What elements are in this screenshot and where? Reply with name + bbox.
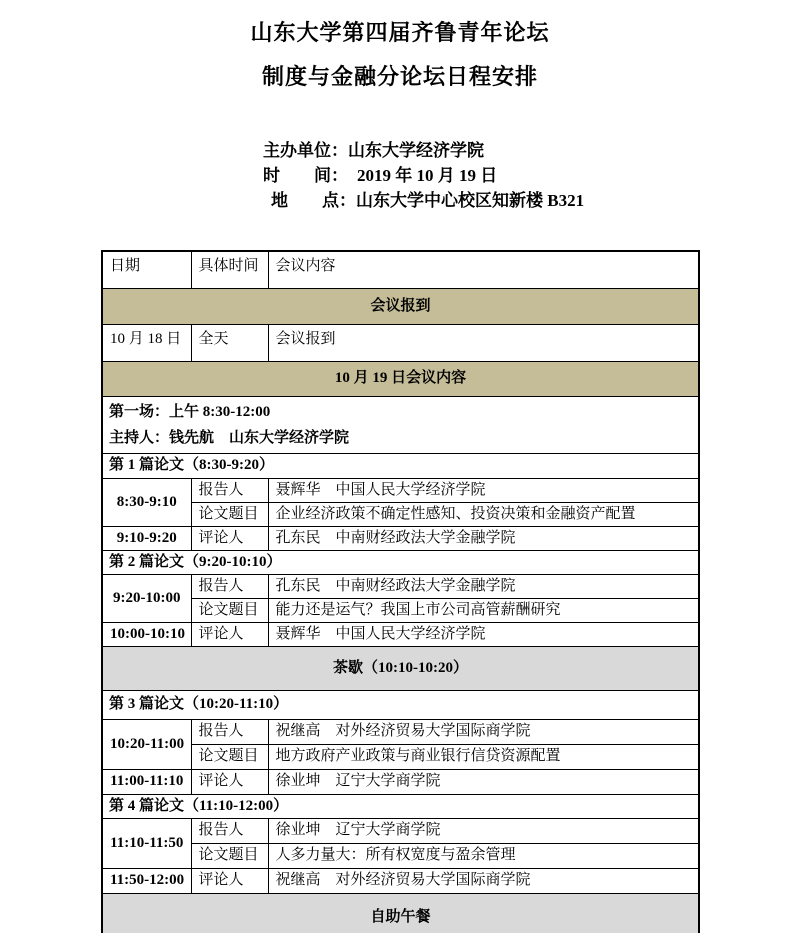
paper3-discussant-label: 评论人 xyxy=(191,769,268,794)
lunch-row xyxy=(102,893,699,933)
time-line xyxy=(263,163,800,188)
col-header-content: 会议内容 xyxy=(268,251,699,288)
tea-break-label: 茶歇（10:10-10:20） xyxy=(102,646,699,690)
paper4-presenter: 徐业坤 辽宁大学商学院 xyxy=(268,818,699,843)
checkin-band-label: 会议报到 xyxy=(102,288,699,324)
paper1-header: 第 1 篇论文（8:30-9:20） xyxy=(102,453,699,478)
paper4-present-time: 11:10-11:50 xyxy=(102,818,191,868)
checkin-band-row xyxy=(102,288,699,324)
session-row xyxy=(102,396,699,453)
paper4-discussant: 祝继高 对外经济贸易大学国际商学院 xyxy=(268,868,699,893)
paper1-title: 企业经济政策不确定性感知、投资决策和金融资产配置 xyxy=(268,502,699,526)
paper3-title: 地方政府产业政策与商业银行信贷资源配置 xyxy=(268,744,699,769)
paper2-header: 第 2 篇论文（9:20-10:10） xyxy=(102,550,699,574)
paper4-discuss-time: 11:50-12:00 xyxy=(102,868,191,893)
paper4-presenter-row xyxy=(102,818,699,843)
paper2-presenter: 孔东民 中南财经政法大学金融学院 xyxy=(268,574,699,598)
day-band-label: 10 月 19 日会议内容 xyxy=(102,361,699,396)
paper4-title-row xyxy=(102,843,699,868)
paper1-discuss-time: 9:10-9:20 xyxy=(102,526,191,550)
paper2-title-label: 论文题目 xyxy=(191,598,268,622)
paper1-header-row xyxy=(102,453,699,478)
paper3-title-row xyxy=(102,744,699,769)
paper3-presenter: 祝继高 对外经济贸易大学国际商学院 xyxy=(268,719,699,744)
col-header-date: 日期 xyxy=(102,251,191,288)
paper3-title-label: 论文题目 xyxy=(191,744,268,769)
paper3-present-time: 10:20-11:00 xyxy=(102,719,191,769)
paper2-present-time: 9:20-10:00 xyxy=(102,574,191,622)
checkin-content: 会议报到 xyxy=(268,324,699,361)
paper2-discussant-label: 评论人 xyxy=(191,622,268,646)
paper1-title-row xyxy=(102,502,699,526)
paper1-discussant: 孔东民 中南财经政法大学金融学院 xyxy=(268,526,699,550)
paper1-present-time: 8:30-9:10 xyxy=(102,478,191,526)
page-title: 山东大学第四届齐鲁青年论坛 xyxy=(250,20,550,45)
paper2-presenter-row xyxy=(102,574,699,598)
tea-break-row xyxy=(102,646,699,690)
schedule-table-container xyxy=(101,250,700,933)
day-band-row xyxy=(102,361,699,396)
paper2-discussant: 聂辉华 中国人民大学经济学院 xyxy=(268,622,699,646)
meta-info xyxy=(263,138,800,213)
page-subtitle: 制度与金融分论坛日程安排 xyxy=(261,64,538,89)
organizer-label: 主办单位： xyxy=(263,141,348,160)
paper1-discussant-label: 评论人 xyxy=(191,526,268,550)
table-header-row xyxy=(102,251,699,288)
paper2-title-row xyxy=(102,598,699,622)
checkin-detail-row xyxy=(102,324,699,361)
paper3-header: 第 3 篇论文（10:20-11:10） xyxy=(102,690,699,719)
organizer-line xyxy=(263,138,800,163)
time-value: 2019 年 10 月 19 日 xyxy=(357,166,498,185)
paper3-header-row xyxy=(102,690,699,719)
venue-line xyxy=(263,188,800,213)
paper4-title: 人多力量大：所有权宽度与盈余管理 xyxy=(268,843,699,868)
paper1-presenter-row xyxy=(102,478,699,502)
paper4-title-label: 论文题目 xyxy=(191,843,268,868)
paper2-presenter-label: 报告人 xyxy=(191,574,268,598)
checkin-date: 10 月 18 日 xyxy=(102,324,191,361)
paper1-presenter-label: 报告人 xyxy=(191,478,268,502)
paper3-discussant-row xyxy=(102,769,699,794)
session-chair: 主持人：钱先航 山东大学经济学院 xyxy=(109,429,350,446)
paper3-presenter-row xyxy=(102,719,699,744)
time-label: 时 间： xyxy=(263,166,348,185)
paper2-discussant-row xyxy=(102,622,699,646)
paper3-discussant: 徐业坤 辽宁大学商学院 xyxy=(268,769,699,794)
paper4-header-row xyxy=(102,794,699,818)
paper1-presenter: 聂辉华 中国人民大学经济学院 xyxy=(268,478,699,502)
paper3-presenter-label: 报告人 xyxy=(191,719,268,744)
paper2-discuss-time: 10:00-10:10 xyxy=(102,622,191,646)
paper1-discussant-row xyxy=(102,526,699,550)
venue-label: 地 点： xyxy=(271,191,356,210)
paper2-header-row xyxy=(102,550,699,574)
checkin-time: 全天 xyxy=(191,324,268,361)
schedule-table xyxy=(101,250,700,933)
paper1-title-label: 论文题目 xyxy=(191,502,268,526)
paper3-discuss-time: 11:00-11:10 xyxy=(102,769,191,794)
paper4-discussant-row xyxy=(102,868,699,893)
paper4-discussant-label: 评论人 xyxy=(191,868,268,893)
venue-value: 山东大学中心校区知新楼 B321 xyxy=(356,191,585,210)
session-time: 第一场：上午 8:30-12:00 xyxy=(109,403,271,420)
col-header-time: 具体时间 xyxy=(191,251,268,288)
paper2-title: 能力还是运气？我国上市公司高管薪酬研究 xyxy=(268,598,699,622)
paper4-header: 第 4 篇论文（11:10-12:00） xyxy=(102,794,699,818)
paper4-presenter-label: 报告人 xyxy=(191,818,268,843)
lunch-label: 自助午餐 xyxy=(102,893,699,933)
organizer-value: 山东大学经济学院 xyxy=(348,141,484,160)
